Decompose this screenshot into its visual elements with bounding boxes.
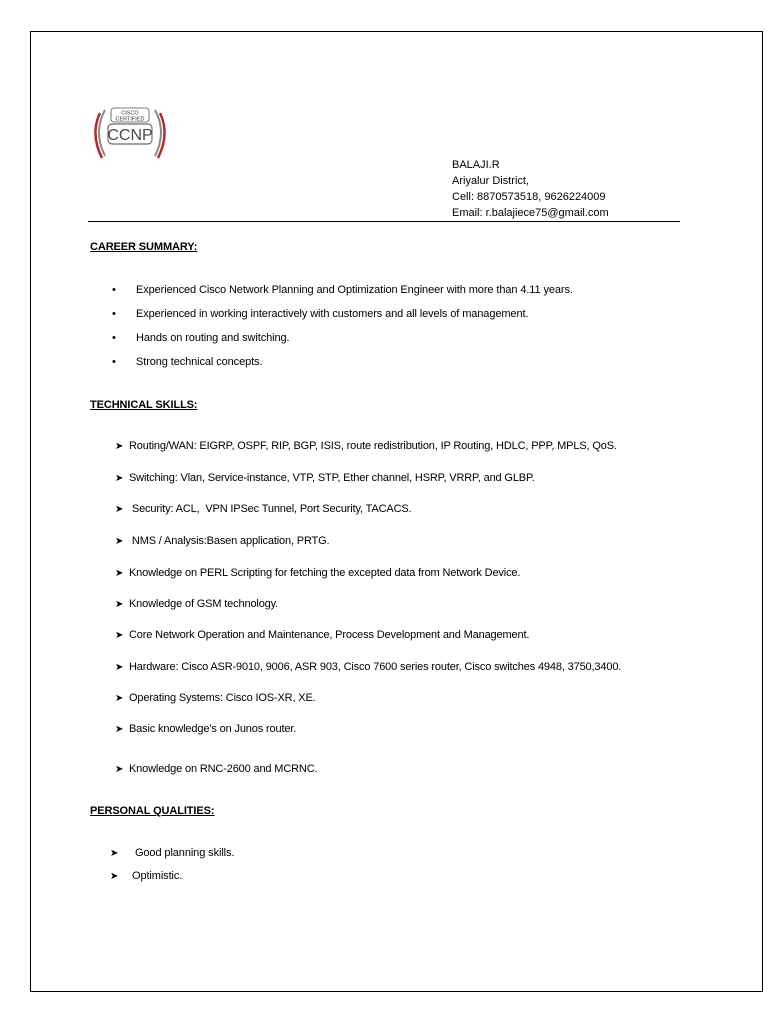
logo-mid-text: CERTIFIED xyxy=(115,116,145,123)
arrow-bullet-icon: ➤ xyxy=(110,848,119,859)
technical-skill-item: ➤ Basic knowledge’s on Junos router. xyxy=(115,723,297,735)
contact-district: Ariyalur District, xyxy=(452,175,530,187)
arrow-bullet-icon: ➤ xyxy=(115,504,124,515)
career-summary-item: • Experienced Cisco Network Planning and Optimization Engineer with more than 4.11 years. xyxy=(112,284,573,296)
personal-qualities-heading: PERSONAL QUALITIES: xyxy=(90,805,215,817)
bullet-icon: • xyxy=(112,284,116,296)
arrow-bullet-icon: ➤ xyxy=(115,599,124,610)
logo-main-text: CCNP xyxy=(107,127,153,144)
contact-cell: Cell: 8870573518, 9626224009 xyxy=(452,191,606,203)
arrow-bullet-icon: ➤ xyxy=(115,630,124,641)
bullet-icon: • xyxy=(112,308,116,320)
arrow-bullet-icon: ➤ xyxy=(115,568,124,579)
ccnp-logo xyxy=(91,104,169,160)
technical-skill-item: ➤ Knowledge on RNC-2600 and MCRNC. xyxy=(115,763,318,775)
bullet-icon: • xyxy=(112,332,116,344)
arrow-bullet-icon: ➤ xyxy=(115,473,124,484)
arrow-bullet-icon: ➤ xyxy=(115,536,124,547)
arrow-bullet-icon: ➤ xyxy=(115,662,124,673)
technical-skill-item: ➤ Core Network Operation and Maintenance, Process Development and Management. xyxy=(115,629,530,641)
career-summary-heading: CAREER SUMMARY: xyxy=(90,241,198,253)
arrow-bullet-icon: ➤ xyxy=(110,871,119,882)
logo-top-text: CISCO xyxy=(121,110,139,117)
personal-quality-item: ➤ Good planning skills. xyxy=(110,847,235,859)
technical-skill-item: ➤ Hardware: Cisco ASR-9010, 9006, ASR 903, Cisco 7600 series router, Cisco switches 4948, 3750,3400. xyxy=(115,661,622,673)
contact-name: BALAJI.R xyxy=(452,159,500,171)
arrow-bullet-icon: ➤ xyxy=(115,441,124,452)
technical-skills-heading: TECHNICAL SKILLS: xyxy=(90,399,198,411)
arrow-bullet-icon: ➤ xyxy=(115,764,124,775)
bullet-icon: • xyxy=(112,356,116,368)
header-divider xyxy=(88,221,680,222)
technical-skill-item: ➤ Knowledge of GSM technology. xyxy=(115,598,279,610)
technical-skill-item: ➤ Routing/WAN: EIGRP, OSPF, RIP, BGP, ISIS, route redistribution, IP Routing, HDLC, PPP, MPLS, QoS. xyxy=(115,440,617,452)
career-summary-item: • Experienced in working interactively with customers and all levels of management. xyxy=(112,308,529,320)
contact-email: Email: r.balajiece75@gmail.com xyxy=(452,207,609,219)
technical-skill-item: ➤ Operating Systems: Cisco IOS-XR, XE. xyxy=(115,692,316,704)
arrow-bullet-icon: ➤ xyxy=(115,693,124,704)
technical-skill-item: ➤ NMS / Analysis:Basen application, PRTG. xyxy=(115,535,330,547)
career-summary-item: • Hands on routing and switching. xyxy=(112,332,290,344)
personal-quality-item: ➤ Optimistic. xyxy=(110,870,183,882)
arrow-bullet-icon: ➤ xyxy=(115,724,124,735)
technical-skill-item: ➤ Switching: Vlan, Service-instance, VTP, STP, Ether channel, HSRP, VRRP, and GLBP. xyxy=(115,472,535,484)
technical-skill-item: ➤ Knowledge on PERL Scripting for fetching the excepted data from Network Device. xyxy=(115,567,521,579)
technical-skill-item: ➤ Security: ACL, VPN IPSec Tunnel, Port Security, TACACS. xyxy=(115,503,412,515)
contact-block xyxy=(452,157,609,221)
career-summary-item: • Strong technical concepts. xyxy=(112,356,263,368)
